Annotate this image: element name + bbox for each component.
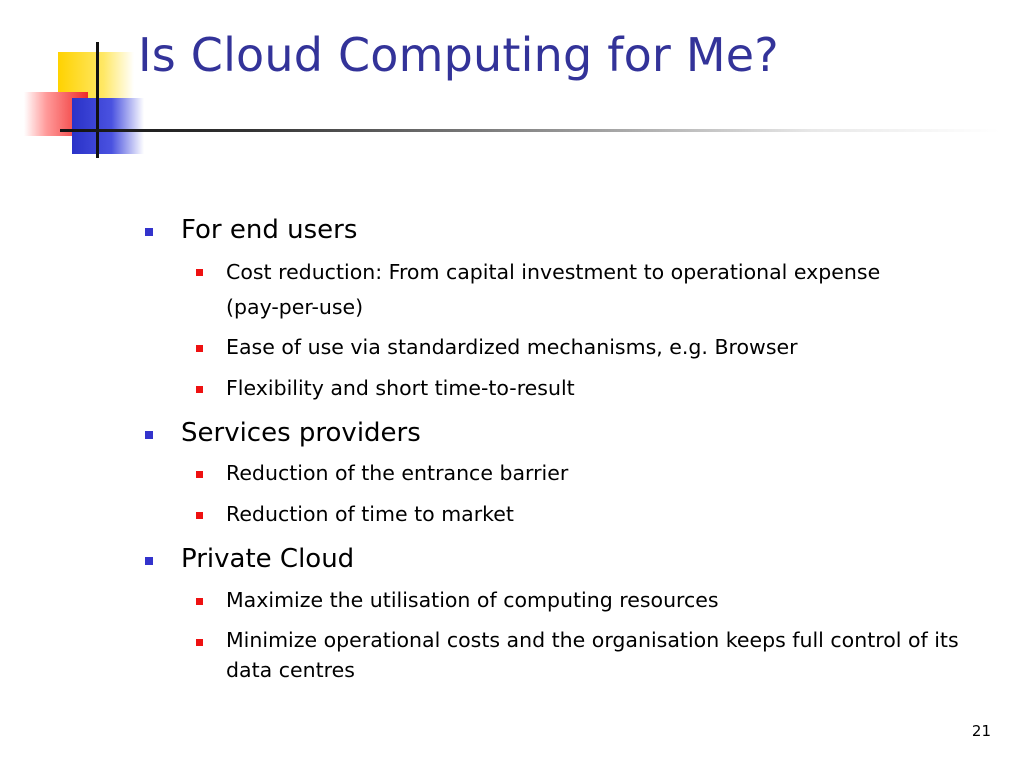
square-bullet-icon (196, 598, 203, 605)
square-bullet-icon (196, 639, 203, 646)
slide-logo-decoration (0, 0, 160, 170)
section-heading: Services providers (181, 417, 421, 448)
bullet-level2 (140, 625, 970, 685)
bullet-level1 (140, 417, 970, 450)
square-bullet-icon (145, 228, 153, 236)
bullet-level2 (140, 255, 970, 325)
section-heading: Private Cloud (181, 544, 355, 574)
sub-bullet-list (140, 457, 970, 531)
bullet-text: Maximize the utilisation of computing resources (226, 587, 719, 612)
bullet-text: Minimize operational costs and the organisation keeps full control of its data centres (226, 627, 959, 682)
bullet-level2 (140, 498, 970, 531)
square-bullet-icon (196, 512, 203, 519)
section-private-cloud (140, 543, 970, 685)
bullet-level1 (140, 543, 970, 576)
square-bullet-icon (196, 345, 203, 352)
section-end-users (140, 214, 970, 405)
bullet-text: Reduction of the entrance barrier (226, 461, 569, 485)
bullet-text: Flexibility and short time-to-result (226, 375, 575, 400)
bullet-level1 (140, 214, 970, 247)
square-bullet-icon (145, 557, 153, 565)
bullet-level2 (140, 584, 970, 617)
title-underline-rule (60, 129, 1000, 132)
section-heading: For end users (181, 215, 358, 245)
sub-bullet-list (140, 255, 970, 405)
sub-bullet-list (140, 584, 970, 685)
blue-square-decoration (72, 98, 144, 154)
bullet-text: Cost reduction: From capital investment to operational expense (pay-per-use) (226, 259, 881, 319)
page-number: 21 (971, 722, 991, 740)
section-services-providers (140, 417, 970, 532)
square-bullet-icon (196, 471, 203, 478)
bullet-level2 (140, 331, 970, 364)
square-bullet-icon (196, 386, 203, 393)
vertical-rule (96, 42, 99, 158)
bullet-level2 (140, 372, 970, 405)
slide-content (140, 214, 970, 697)
bullet-text: Reduction of time to market (226, 502, 514, 526)
bullet-level2 (140, 457, 970, 490)
bullet-text: Ease of use via standardized mechanisms, e.g. Browser (226, 334, 798, 359)
square-bullet-icon (196, 269, 203, 276)
square-bullet-icon (145, 431, 153, 439)
slide-title: Is Cloud Computing for Me? (138, 28, 779, 82)
